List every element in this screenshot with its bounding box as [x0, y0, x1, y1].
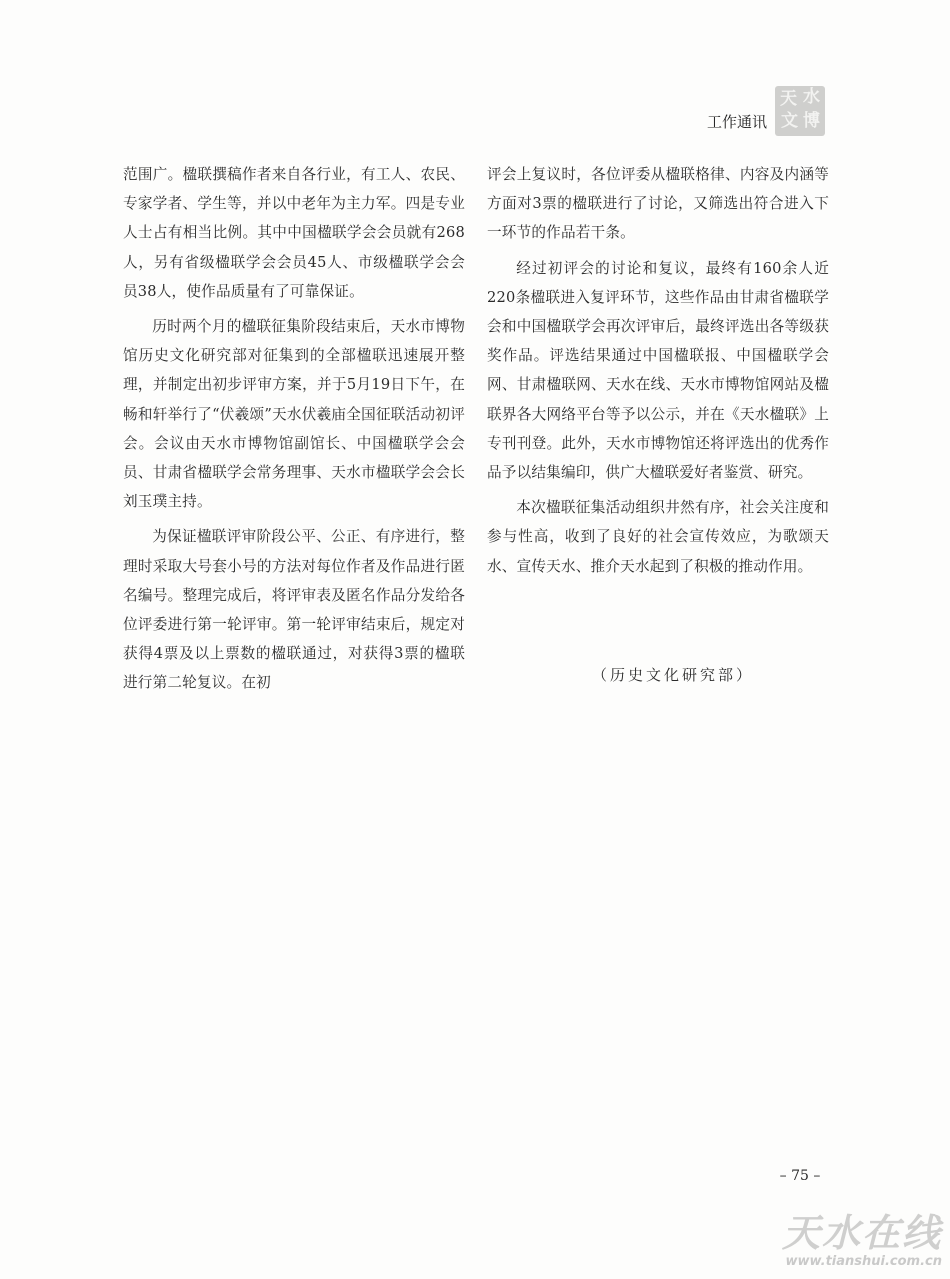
- paragraph: 范围广。楹联撰稿作者来自各行业，有工人、农民、专家学者、学生等，并以中老年为主力军。四是专业人士占有相当比例。其中中国楹联学会会员就有268人，另有省级楹联学会会员45人、市级楹联学会会员38人，使作品质量有了可靠保证。: [123, 166, 465, 300]
- page-number: – 75 –: [779, 1168, 821, 1184]
- site-watermark: [752, 1211, 942, 1269]
- right-column: [487, 160, 829, 587]
- watermark-url: www.tianshui.com.cn: [785, 1254, 942, 1269]
- section-title: 工作通讯: [706, 113, 767, 131]
- author-signature: [487, 664, 829, 685]
- paragraph: 历时两个月的楹联征集阶段结束后，天水市博物馆历史文化研究部对征集到的全部楹联迅速展开整理，并制定出初步评审方案，并于5月19日下午，在畅和轩举行了“伏羲颂”天水伏羲庙全国征联活动初评会。会议由天水市博物馆副馆长、中国楹联学会会员、甘肃省楹联学会常务理事、天水市楹联学会会长刘玉璞主持。: [123, 318, 465, 511]
- left-column: [123, 160, 465, 704]
- paragraph: 为保证楹联评审阶段公平、公正、有序进行，整理时采取大号套小号的方法对每位作者及作品进行匿名编号。整理完成后，将评审表及匿名作品分发给各位评委进行第一轮评审。第一轮评审结束后，规定对获得4票及以上票数的楹联通过，对获得3票的楹联进行第二轮复议。在初: [123, 528, 465, 692]
- paragraph: 评会上复议时，各位评委从楹联格律、内容及内涵等方面对3票的楹联进行了讨论，又筛选出符合进入下一环节的作品若干条。: [487, 166, 829, 242]
- signature-text: （历史文化研究部）: [591, 666, 754, 684]
- paragraph: 本次楹联征集活动组织井然有序，社会关注度和参与性高，收到了良好的社会宣传效应，为歌颂天水、宣传天水、推介天水起到了积极的推动作用。: [487, 499, 829, 575]
- seal-char: 天: [780, 89, 797, 109]
- paragraph: 经过初评会的讨论和复议，最终有160余人近220条楹联进入复评环节，这些作品由甘肃省楹联学会和中国楹联学会再次评审后，最终评选出各等级获奖作品。评选结果通过中国楹联报、中国楹联学会网、甘肃楹联网、天水在线、天水市博物馆网站及楹联界各大网络平台等予以公示，并在《天水楹联》上专刊刊登。此外，天水市博物馆还将评选出的优秀作品予以结集编印，供广大楹联爱好者鉴赏、研究。: [487, 259, 829, 482]
- watermark-text: 天水在线: [781, 1211, 942, 1255]
- seal-char: 博: [803, 111, 820, 131]
- seal-char: 水: [803, 87, 820, 107]
- page-header: [707, 86, 825, 136]
- seal-char: 文: [781, 111, 798, 131]
- museum-seal-logo: [775, 86, 825, 136]
